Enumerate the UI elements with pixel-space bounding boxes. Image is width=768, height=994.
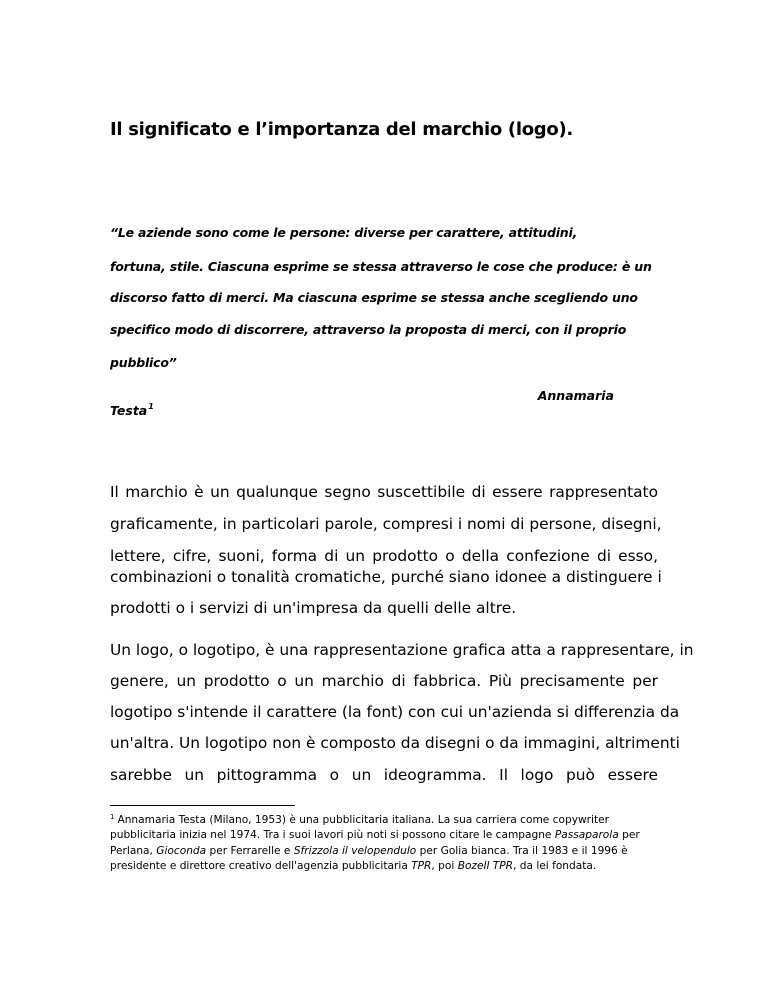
footnote-text: per Perlana, [110,829,640,857]
quote-line: fortuna, stile. Ciascuna esprime se stessa attraverso le cose che produce: è un [110,259,652,274]
footnote-text: , da lei fondata. [513,859,597,872]
footnote-number: 1 [110,813,115,821]
document-title: Il significato e l’importanza del marchio (logo). [110,119,573,140]
footnote-text: , poi [431,859,458,872]
quote-line: “Le aziende sono come le persone: diverse per carattere, attitudini, [110,225,578,240]
footnote-campaign-title: Gioconda [156,844,207,857]
footnote-campaign-title: Sfrizzola il velopendulo [293,844,417,857]
footnote-text: per Golia bianca. Tra il 1983 e il 1996 è presidente e direttore creativo dell'agenzia pubblicitaria [110,844,628,872]
paragraph-line: Il marchio è un qualunque segno suscettibile di essere rappresentato [110,483,658,501]
quote-author-last-name [110,402,154,418]
footnote-agency-name: TPR [411,859,432,872]
quote-author-first-name: Annamaria [537,388,614,403]
quote-line: pubblico” [110,355,177,370]
paragraph-line: prodotti o i servizi di un'impresa da quelli delle altre. [110,599,517,617]
footnote [110,810,650,874]
author-surname: Testa [110,403,148,418]
paragraph-line: sarebbe un pittogramma o un ideogramma. Il logo può essere [110,766,658,784]
paragraph-line: Un logo, o logotipo, è una rappresentazione grafica atta a rappresentare, in [110,641,694,659]
paragraph-line: logotipo s'intende il carattere (la font) con cui un'azienda si differenzia da [110,703,680,721]
footnote-agency-name: Bozell TPR [457,859,513,872]
footnote-text: Annamaria Testa (Milano, 1953) è una pubblicitaria italiana. La sua carriera come copywriter pubblicitaria inizia nel 1974. Tra i suoi lavori più noti si possono citare le campagne [110,814,609,842]
paragraph-line: un'altra. Un logotipo non è composto da disegni o da immagini, altrimenti [110,734,680,752]
footnote-campaign-title: Passaparola [554,829,619,842]
paragraph-line: graficamente, in particolari parole, compresi i nomi di persone, disegni, [110,515,662,533]
footnote-separator [110,805,295,806]
paragraph-line: lettere, cifre, suoni, forma di un prodotto o della confezione di esso, [110,547,658,565]
footnote-reference[interactable]: 1 [148,402,154,411]
quote-line: discorso fatto di merci. Ma ciascuna esprime se stessa anche scegliendo uno [110,290,638,305]
quote-line: specifico modo di discorrere, attraverso la proposta di merci, con il proprio [110,322,627,337]
paragraph-line: genere, un prodotto o un marchio di fabbrica. Più precisamente per [110,672,658,690]
paragraph-line: combinazioni o tonalità cromatiche, purché siano idonee a distinguere i [110,568,662,586]
footnote-text: per Ferrarelle e [206,844,294,857]
